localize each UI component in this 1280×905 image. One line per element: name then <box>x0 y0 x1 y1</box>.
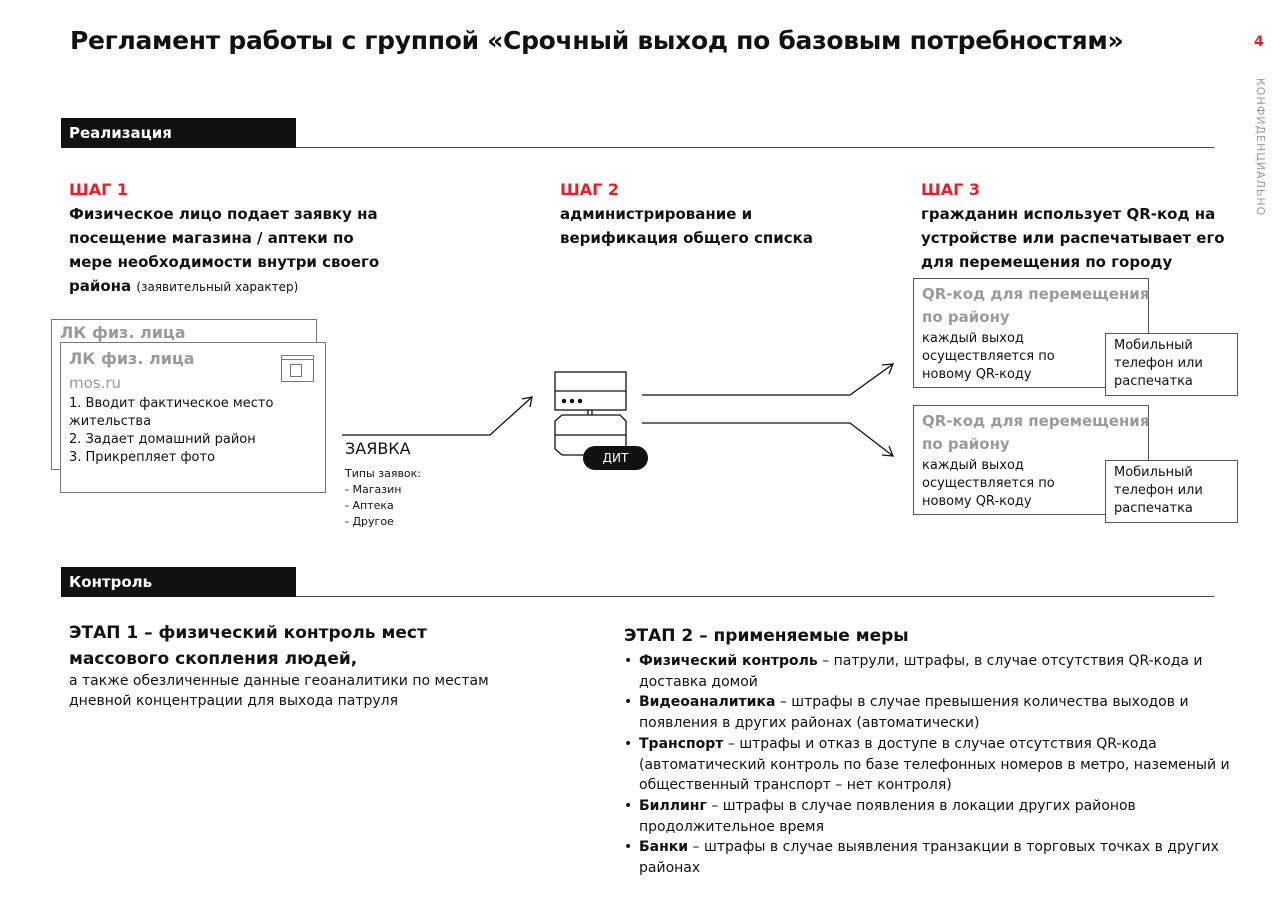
qr-card-text: каждый выход осуществляется по новому QR-коду <box>922 331 1055 382</box>
stage2-title: ЭТАП 2 – применяемые меры <box>624 626 909 646</box>
step3-text: гражданин использует QR-код на устройстве или распечатывает его для перемещения по городу <box>921 205 1225 271</box>
device-box: Мобильный телефон или распечатка <box>1105 460 1238 523</box>
list-item: • Биллинг – штрафы в случае появления в локации других районов продолжительное время <box>624 796 1234 837</box>
qr-card-title: QR-код для перемещения по району <box>922 412 1150 453</box>
list-item: • Видеоаналитика – штрафы в случае превышения количества выходов и появления в других районах (автоматически) <box>624 692 1234 733</box>
list-item: • Банки – штрафы в случае выявления транзакции в торговых точках в других районах <box>624 837 1234 878</box>
page-number: 4 <box>1254 34 1264 50</box>
cabinet-card-subtitle: mos.ru <box>69 374 122 392</box>
stage1-title: ЭТАП 1 – физический контроль мест массового скопления людей, <box>69 623 427 669</box>
list-item: - Аптека <box>345 499 394 512</box>
arrow-icon <box>642 364 893 395</box>
list-item: • Физический контроль – патрули, штрафы, в случае отсутствия QR-кода и доставка домой <box>624 651 1234 692</box>
arrow-icon <box>342 397 532 435</box>
device-box: Мобильный телефон или распечатка <box>1105 333 1238 396</box>
stage1-text: а также обезличенные данные геоаналитики по местам дневной концентрации для выхода патруля <box>69 673 489 709</box>
list-item: 2. Задает домашний район <box>69 432 256 447</box>
section-label-realization: Реализация <box>61 118 296 148</box>
section-label-control: Контроль <box>61 567 296 597</box>
list-item: 1. Вводит фактическое место жительства <box>69 396 274 429</box>
step3-title: ШАГ 3 <box>921 180 981 199</box>
list-item: - Магазин <box>345 483 402 496</box>
qr-card-title: QR-код для перемещения по району <box>922 285 1150 326</box>
page-title: Регламент работы с группой «Срочный выход по базовым потребностям» <box>70 26 1124 55</box>
list-item: • Транспорт – штрафы и отказ в доступе в случае отсутствия QR-кода (автоматический контроль по базе телефонных номеров в метро, наземеный и общественный транспорт – нет контроля) <box>624 734 1234 796</box>
measures-list <box>624 651 1234 879</box>
confidential-mark: КОНФИДЕНЦИАЛЬНО <box>1254 78 1267 217</box>
list-item: - Другое <box>345 515 394 528</box>
step2-title: ШАГ 2 <box>560 180 620 199</box>
arrow-icon <box>642 423 893 456</box>
qr-card-text: каждый выход осуществляется по новому QR-коду <box>922 458 1055 509</box>
step1-note: (заявительный характер) <box>136 280 299 294</box>
list-item: Типы заявок: <box>345 467 422 480</box>
step1-title: ШАГ 1 <box>69 180 129 199</box>
list-item: 3. Прикрепляет фото <box>69 450 216 465</box>
server-badge: ДИТ <box>583 446 648 470</box>
cabinet-card-back-title: ЛК физ. лица <box>60 323 186 342</box>
step1-text: Физическое лицо подает заявку на посещение магазина / аптеки по мере необходимости внутри своего района <box>69 205 380 295</box>
request-label: ЗАЯВКА <box>345 439 411 458</box>
cabinet-card-title: ЛК физ. лица <box>69 349 195 368</box>
section-divider <box>296 596 1214 597</box>
step2-text: администрирование и верификация общего списка <box>560 205 813 247</box>
